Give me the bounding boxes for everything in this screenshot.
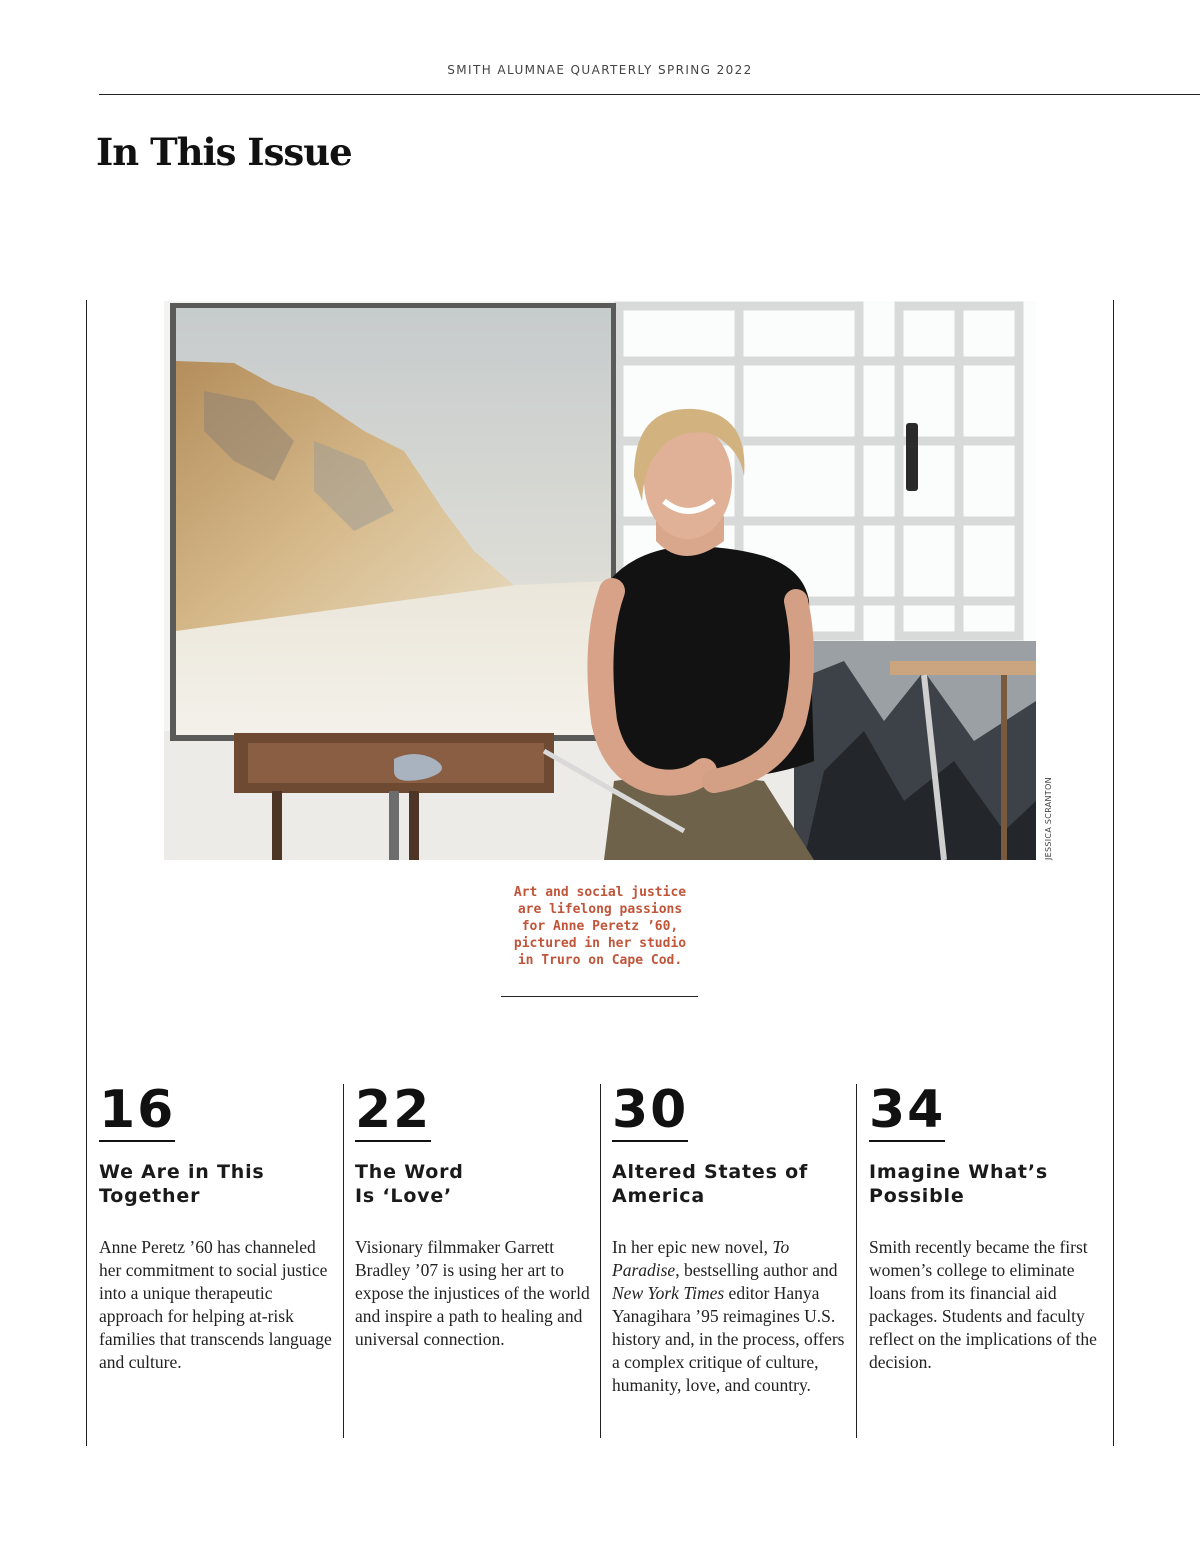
story-title[interactable]: Altered States of America — [612, 1161, 809, 1207]
feature-photo — [164, 301, 1036, 860]
photo-credit: JESSICA SCRANTON — [1044, 777, 1053, 860]
story-summary: Anne Peretz ’60 has channeled her commitment to social justice into a unique therapeutic approach for helping at-risk families that transcends language and culture. — [99, 1237, 332, 1372]
frame-line-right — [1113, 300, 1114, 1446]
story-summary: In her epic new novel, To Paradise, bestselling author and New York Times editor Hanya Yanagihara ’95 reimagines U.S. history and, in the process, offers a complex critique of culture, humanity, love, and country. — [612, 1237, 845, 1395]
story-teaser[interactable] — [612, 1080, 852, 1397]
story-page-number: 34 — [869, 1080, 946, 1140]
column-divider — [600, 1084, 601, 1438]
frame-line-left — [86, 300, 87, 1446]
story-teaser[interactable] — [869, 1080, 1109, 1374]
header-rule — [99, 94, 1200, 95]
column-divider — [343, 1084, 344, 1438]
story-title[interactable]: The Word Is ‘Love’ — [355, 1161, 464, 1207]
studio-photo-illustration — [164, 301, 1036, 860]
story-title[interactable]: Imagine What’s Possible — [869, 1161, 1048, 1207]
story-page-number: 16 — [99, 1080, 176, 1140]
story-page-number: 30 — [612, 1080, 689, 1140]
story-teaser[interactable] — [99, 1080, 339, 1374]
photo-caption: Art and social justice are lifelong passions for Anne Peretz ’60, pictured in her studio in Truro on Cape Cod. — [513, 885, 687, 968]
running-head: SMITH ALUMNAE QUARTERLY SPRING 2022 — [447, 63, 753, 77]
page-title: In This Issue — [96, 130, 352, 174]
column-divider — [856, 1084, 857, 1438]
story-teaser[interactable] — [355, 1080, 595, 1351]
story-summary: Smith recently became the first women’s college to eliminate loans from its financial aid packages. Students and faculty reflect on the implications of the decision. — [869, 1237, 1097, 1372]
story-page-number: 22 — [355, 1080, 432, 1140]
story-summary: Visionary filmmaker Garrett Bradley ’07 is using her art to expose the injustices of the world and inspire a path to healing and universal connection. — [355, 1237, 590, 1349]
story-title[interactable]: We Are in This Together — [99, 1161, 265, 1207]
caption-rule — [501, 996, 698, 997]
